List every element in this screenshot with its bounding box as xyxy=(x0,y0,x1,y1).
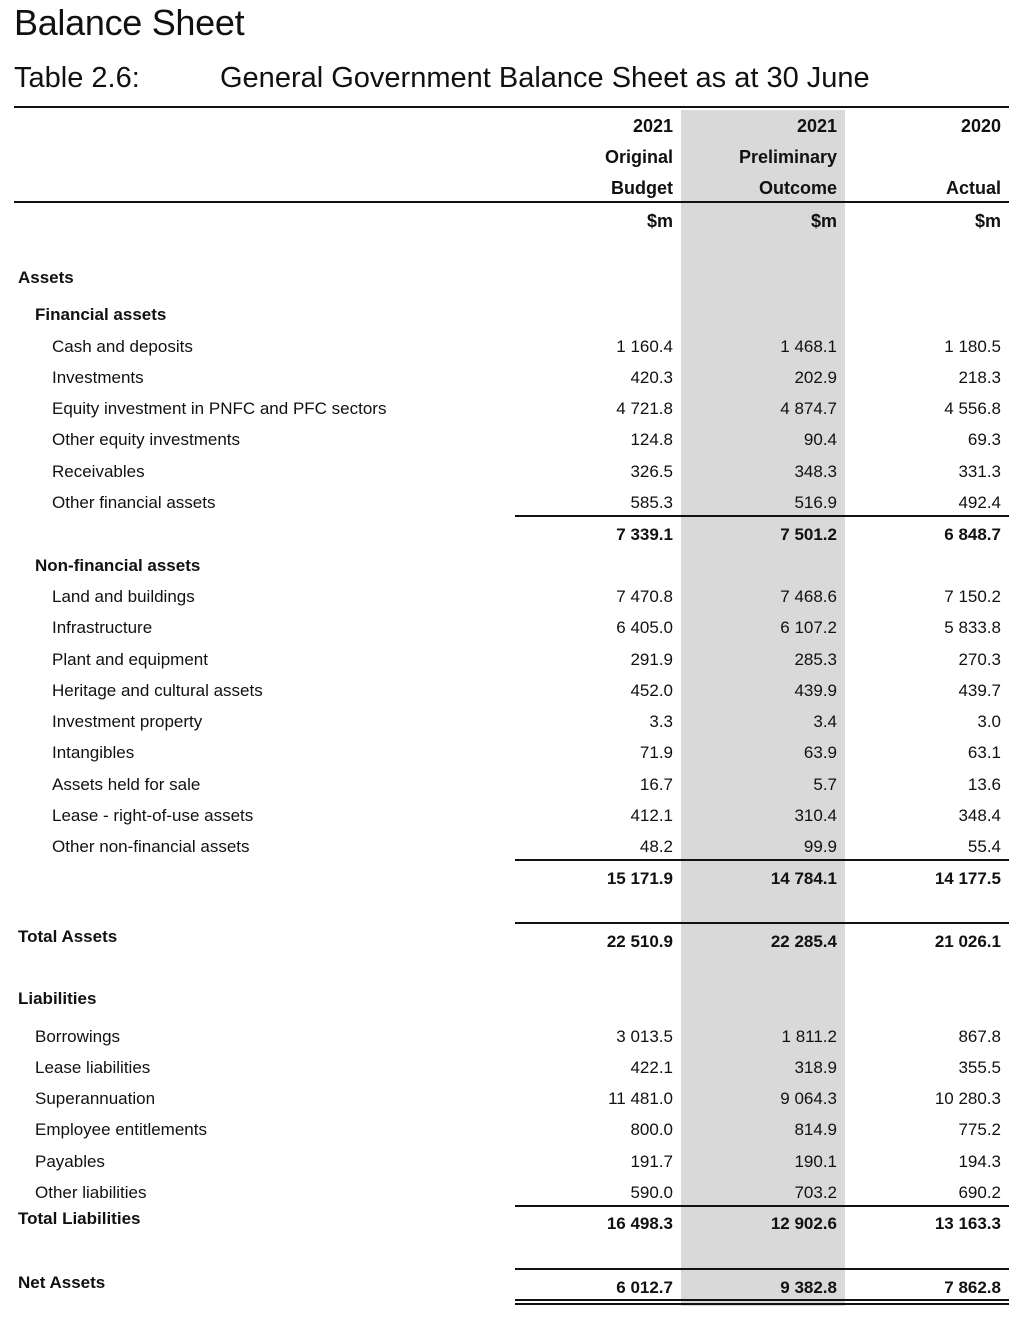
table-row xyxy=(0,460,1024,486)
subtotal-row-financial-assets xyxy=(0,523,1024,549)
value-outcome: 202.9 xyxy=(794,368,837,387)
value-actual: 194.3 xyxy=(958,1152,1001,1171)
row-label: Payables xyxy=(35,1152,105,1171)
section-heading-assets xyxy=(0,266,1024,292)
header-line2: Original xyxy=(604,147,673,167)
row-label: Receivables xyxy=(52,462,145,481)
header-year: 2021 xyxy=(796,116,837,136)
value-actual: 492.4 xyxy=(958,493,1001,512)
table-row xyxy=(0,1056,1024,1082)
value-budget: 124.8 xyxy=(630,430,673,449)
table-row xyxy=(0,616,1024,642)
row-label: Net Assets xyxy=(18,1273,106,1292)
table-row xyxy=(0,1118,1024,1144)
row-label: Lease liabilities xyxy=(35,1058,151,1077)
value-actual: 4 556.8 xyxy=(944,399,1001,418)
row-label: Equity investment in PNFC and PFC sectors xyxy=(52,399,387,418)
value-outcome: 12 902.6 xyxy=(770,1214,837,1233)
value-actual: 21 026.1 xyxy=(934,932,1001,951)
net-assets-top-rule xyxy=(515,1268,1009,1270)
value-outcome: 5.7 xyxy=(813,775,837,794)
table-number: Table 2.6: xyxy=(14,62,140,94)
table-caption: General Government Balance Sheet as at 30 June xyxy=(220,62,870,94)
value-budget: 420.3 xyxy=(630,368,673,387)
value-outcome: 7 468.6 xyxy=(780,587,837,606)
value-budget: 16 498.3 xyxy=(606,1214,673,1233)
header-unit: $m xyxy=(974,211,1001,231)
double-rule-lower xyxy=(515,1303,1009,1305)
header-line3: Actual xyxy=(945,178,1001,198)
caption-rule xyxy=(14,106,1009,108)
value-outcome: 190.1 xyxy=(794,1152,837,1171)
value-outcome: 703.2 xyxy=(794,1183,837,1202)
value-outcome: 90.4 xyxy=(803,430,837,449)
row-label: Superannuation xyxy=(35,1089,156,1108)
row-label: Heritage and cultural assets xyxy=(52,681,263,700)
value-budget: 590.0 xyxy=(630,1183,673,1202)
table-row xyxy=(0,1025,1024,1051)
value-actual: 7 862.8 xyxy=(944,1278,1001,1297)
value-actual: 331.3 xyxy=(958,462,1001,481)
value-outcome: 6 107.2 xyxy=(780,618,837,637)
row-label: Lease - right-of-use assets xyxy=(52,806,254,825)
table-row xyxy=(0,648,1024,674)
value-actual: 10 280.3 xyxy=(934,1089,1001,1108)
value-budget: 3.3 xyxy=(649,712,673,731)
row-label: Investments xyxy=(52,368,144,387)
value-budget: 6 012.7 xyxy=(616,1278,673,1297)
value-outcome: 310.4 xyxy=(794,806,837,825)
table-row xyxy=(0,428,1024,454)
value-outcome: 9 064.3 xyxy=(780,1089,837,1108)
value-outcome: 7 501.2 xyxy=(780,525,837,544)
value-budget: 412.1 xyxy=(630,806,673,825)
value-actual: 439.7 xyxy=(958,681,1001,700)
value-outcome: 318.9 xyxy=(794,1058,837,1077)
row-label: Borrowings xyxy=(35,1027,121,1046)
value-budget: 7 470.8 xyxy=(616,587,673,606)
row-label: Total Liabilities xyxy=(18,1209,141,1228)
row-label: Infrastructure xyxy=(52,618,153,637)
header-unit: $m xyxy=(646,211,673,231)
table-row xyxy=(0,679,1024,705)
table-row xyxy=(0,835,1024,861)
value-budget: 6 405.0 xyxy=(616,618,673,637)
value-actual: 13.6 xyxy=(967,775,1001,794)
total-rule xyxy=(515,922,1009,924)
subtotal-rule xyxy=(515,859,1009,861)
row-label: Other financial assets xyxy=(52,493,216,512)
value-outcome: 9 382.8 xyxy=(780,1278,837,1297)
value-actual: 14 177.5 xyxy=(934,869,1001,888)
row-label: Non-financial assets xyxy=(35,556,201,575)
row-label: Other liabilities xyxy=(35,1183,147,1202)
value-budget: 452.0 xyxy=(630,681,673,700)
value-outcome: 285.3 xyxy=(794,650,837,669)
row-label: Plant and equipment xyxy=(52,650,208,669)
table-row xyxy=(0,491,1024,517)
page-title: Balance Sheet xyxy=(14,2,245,43)
value-budget: 4 721.8 xyxy=(616,399,673,418)
value-outcome: 516.9 xyxy=(794,493,837,512)
value-outcome: 3.4 xyxy=(813,712,837,731)
value-outcome: 814.9 xyxy=(794,1120,837,1139)
row-label: Investment property xyxy=(52,712,203,731)
value-actual: 867.8 xyxy=(958,1027,1001,1046)
row-label: Total Assets xyxy=(18,927,118,946)
value-actual: 348.4 xyxy=(958,806,1001,825)
table-row xyxy=(0,585,1024,611)
table-row xyxy=(0,397,1024,423)
value-outcome: 1 468.1 xyxy=(780,337,837,356)
row-label: Employee entitlements xyxy=(35,1120,207,1139)
value-budget: 585.3 xyxy=(630,493,673,512)
header-rule xyxy=(14,201,1009,203)
table-row xyxy=(0,804,1024,830)
subtotal-row-non-financial-assets xyxy=(0,867,1024,893)
row-label: Other equity investments xyxy=(52,430,241,449)
value-actual: 6 848.7 xyxy=(944,525,1001,544)
row-label: Financial assets xyxy=(35,305,167,324)
header-line3: Budget xyxy=(611,178,673,198)
value-outcome: 22 285.4 xyxy=(770,932,837,951)
value-outcome: 63.9 xyxy=(803,743,837,762)
value-budget: 16.7 xyxy=(639,775,673,794)
value-budget: 422.1 xyxy=(630,1058,673,1077)
value-budget: 48.2 xyxy=(639,837,673,856)
value-actual: 69.3 xyxy=(967,430,1001,449)
row-label: Assets xyxy=(18,268,74,287)
value-actual: 690.2 xyxy=(958,1183,1001,1202)
subtotal-rule xyxy=(515,515,1009,517)
subsection-heading-non-financial-assets xyxy=(0,554,1024,580)
row-label: Assets held for sale xyxy=(52,775,201,794)
total-assets-values xyxy=(0,930,1024,956)
value-budget: 15 171.9 xyxy=(606,869,673,888)
value-budget: 291.9 xyxy=(630,650,673,669)
value-budget: 7 339.1 xyxy=(616,525,673,544)
value-budget: 326.5 xyxy=(630,462,673,481)
value-budget: 1 160.4 xyxy=(616,337,673,356)
value-actual: 1 180.5 xyxy=(944,337,1001,356)
row-label: Other non-financial assets xyxy=(52,837,250,856)
table-row xyxy=(0,1181,1024,1207)
row-label: Intangibles xyxy=(52,743,135,762)
value-outcome: 99.9 xyxy=(803,837,837,856)
header-unit: $m xyxy=(810,211,837,231)
table-row xyxy=(0,335,1024,361)
double-rule-upper xyxy=(515,1299,1009,1301)
value-actual: 218.3 xyxy=(958,368,1001,387)
value-actual: 63.1 xyxy=(967,743,1001,762)
value-actual: 3.0 xyxy=(977,712,1001,731)
value-actual: 775.2 xyxy=(958,1120,1001,1139)
value-outcome: 4 874.7 xyxy=(780,399,837,418)
table-row xyxy=(0,1150,1024,1176)
value-actual: 270.3 xyxy=(958,650,1001,669)
value-budget: 11 481.0 xyxy=(608,1089,673,1108)
value-actual: 7 150.2 xyxy=(944,587,1001,606)
value-outcome: 348.3 xyxy=(794,462,837,481)
subsection-heading-financial-assets xyxy=(0,303,1024,329)
value-outcome: 1 811.2 xyxy=(781,1027,837,1046)
value-budget: 3 013.5 xyxy=(616,1027,673,1046)
header-year: 2020 xyxy=(960,116,1001,136)
table-row xyxy=(0,741,1024,767)
value-actual: 5 833.8 xyxy=(944,618,1001,637)
table-row xyxy=(0,710,1024,736)
total-liabilities-values xyxy=(0,1212,1024,1238)
value-budget: 71.9 xyxy=(639,743,673,762)
row-label: Cash and deposits xyxy=(52,337,193,356)
section-heading-liabilities xyxy=(0,987,1024,1013)
value-actual: 13 163.3 xyxy=(934,1214,1001,1233)
value-actual: 55.4 xyxy=(967,837,1001,856)
table-row xyxy=(0,1087,1024,1113)
row-label: Liabilities xyxy=(18,989,97,1008)
value-outcome: 439.9 xyxy=(794,681,837,700)
header-year: 2021 xyxy=(632,116,673,136)
table-row xyxy=(0,773,1024,799)
header-line3: Outcome xyxy=(758,178,837,198)
header-line2: Preliminary xyxy=(738,147,837,167)
value-actual: 355.5 xyxy=(958,1058,1001,1077)
value-budget: 22 510.9 xyxy=(606,932,673,951)
value-budget: 191.7 xyxy=(630,1152,673,1171)
value-outcome: 14 784.1 xyxy=(770,869,837,888)
value-budget: 800.0 xyxy=(630,1120,673,1139)
row-label: Land and buildings xyxy=(52,587,195,606)
table-row xyxy=(0,366,1024,392)
